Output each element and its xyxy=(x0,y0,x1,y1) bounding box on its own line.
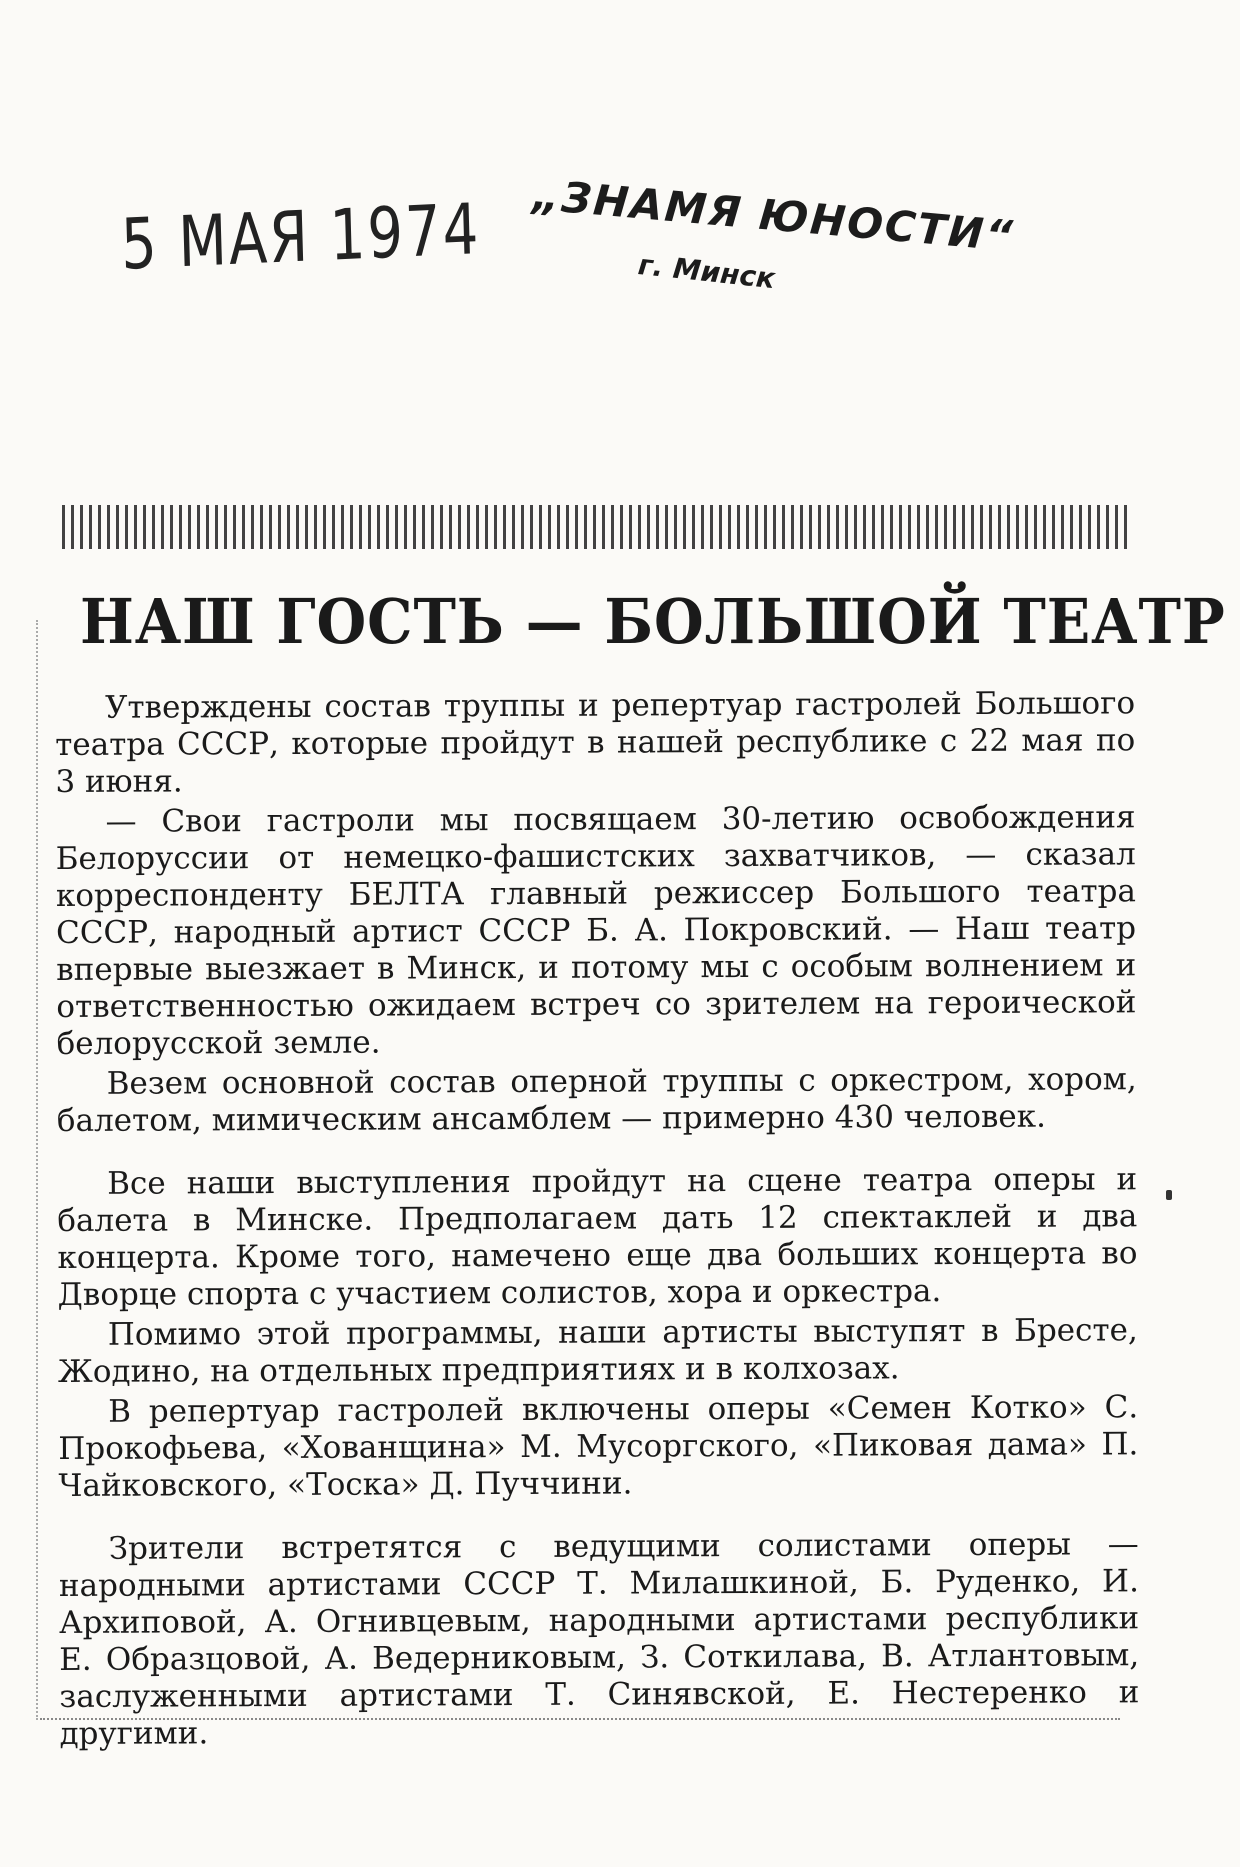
date-stamp: 5 МАЯ 1974 xyxy=(120,189,482,287)
newspaper-city-stamp: г. Минск xyxy=(636,248,777,296)
ink-mark xyxy=(1166,1190,1172,1200)
paragraph: Везем основной состав оперной труппы с оркестром, хором, балетом, мимическим ансамблем — примерно 430 человек. xyxy=(56,1061,1137,1139)
decorative-rule xyxy=(62,505,1130,549)
paragraph: Зрители встретятся с ведущими солистами оперы — народными артистами СССР Т. Милашкиной, Б. Руденко, И. Архиповой, А. Огнивцевым, народными артистами республики Е. Образцовой, А. Ведерниковым, З. Соткилава, В. Атлантовым, заслуженными артистами Т. Синявской, Е. Нестеренко и другими. xyxy=(58,1526,1140,1752)
article-body xyxy=(55,685,1140,1756)
paragraph: Утверждены состав труппы и репертуар гастролей Большого театра СССР, которые пройдут в нашей республике с 22 мая по 3 июня. xyxy=(55,685,1136,800)
bottom-cut-line xyxy=(40,1718,1120,1720)
newspaper-name-stamp: „ЗНАМЯ ЮНОСТИ“ xyxy=(530,170,1017,261)
paragraph: В репертуар гастролей включены оперы «Семен Котко» С. Прокофьева, «Хованщина» М. Мусоргского, «Пиковая дама» П. Чайковского, «Тоска» Д. Пуччини. xyxy=(58,1389,1139,1504)
clipping-edge xyxy=(36,620,38,1720)
paragraph: Все наши выступления пройдут на сцене театра оперы и балета в Минске. Предполагаем дать 12 спектаклей и два концерта. Кроме того, намечено еще два больших концерта во Дворце спорта с участием солистов, хора и оркестра. xyxy=(57,1161,1138,1313)
paragraph: — Свои гастроли мы посвящаем 30-летию освобождения Белоруссии от немецко-фашистских захватчиков, — сказал корреспонденту БЕЛТА главный режиссер Большого театра СССР, народный артист СССР Б. А. Покровский. — Наш театр впервые выезжает в Минск, и потому мы с особым волнением и ответственностью ожидаем встреч со зрителем на героической белорусской земле. xyxy=(55,799,1137,1062)
paragraph: Помимо этой программы, наши артисты выступят в Бресте, Жодино, на отдельных предприятиях и в колхозах. xyxy=(57,1312,1138,1390)
article-headline: НАШ ГОСТЬ — БОЛЬШОЙ ТЕАТР xyxy=(80,585,1226,658)
